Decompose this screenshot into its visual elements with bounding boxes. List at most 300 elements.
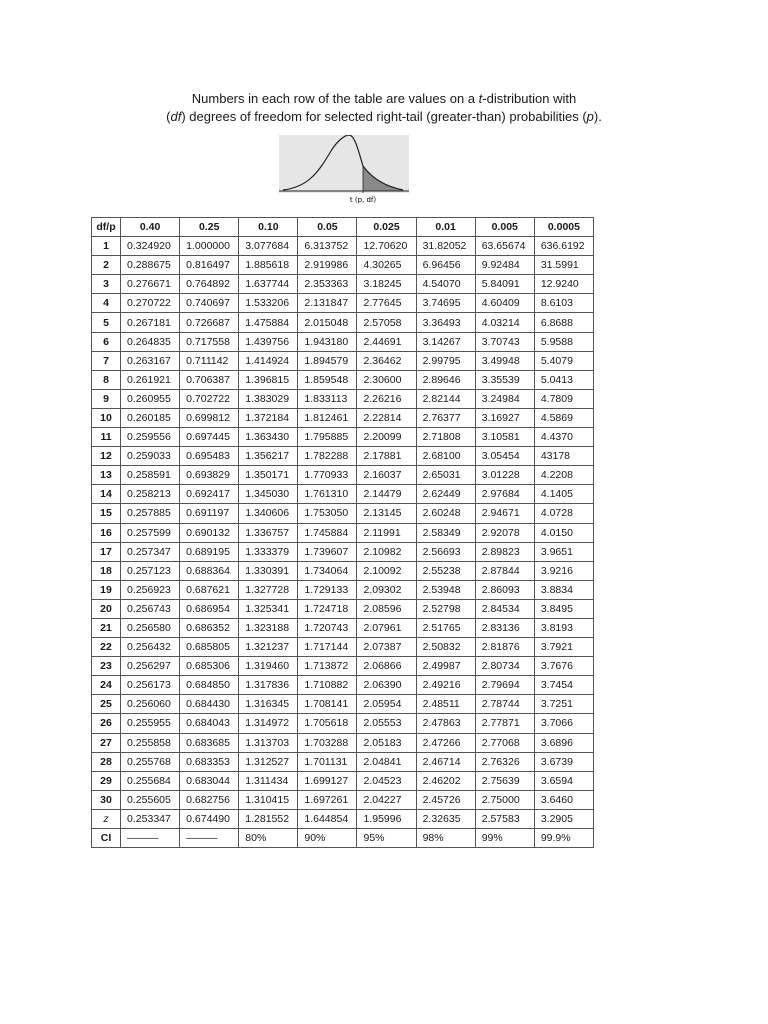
- table-cell: 2.919986: [298, 256, 357, 275]
- caption-text: -distribution with: [482, 91, 577, 106]
- table-row: [92, 332, 594, 351]
- table-cell: 1.859548: [298, 370, 357, 389]
- t-distribution-table: [91, 217, 594, 848]
- table-cell: 5.0413: [534, 370, 593, 389]
- table-cell: 2.07387: [357, 638, 416, 657]
- table-cell: 2.77068: [475, 733, 534, 752]
- table-cell: 2.36462: [357, 351, 416, 370]
- row-label: 23: [92, 657, 121, 676]
- table-cell: 4.7809: [534, 389, 593, 408]
- table-cell: 2.06866: [357, 657, 416, 676]
- table-cell: 1.697261: [298, 790, 357, 809]
- table-cell: 1.701131: [298, 752, 357, 771]
- row-label: 16: [92, 523, 121, 542]
- table-cell: 2.22814: [357, 408, 416, 427]
- table-row: [92, 599, 594, 618]
- table-cell: 3.7921: [534, 638, 593, 657]
- table-cell: 43178: [534, 447, 593, 466]
- row-label: 11: [92, 428, 121, 447]
- table-cell: 0.255858: [121, 733, 180, 752]
- table-cell: 2.87844: [475, 561, 534, 580]
- table-cell: 2.32635: [416, 809, 475, 828]
- table-cell: 5.4079: [534, 351, 593, 370]
- table-cell: 3.35539: [475, 370, 534, 389]
- table-cell: 0.683685: [180, 733, 239, 752]
- table-cell: 0.684430: [180, 695, 239, 714]
- table-cell: 2.81876: [475, 638, 534, 657]
- table-cell: 2.131847: [298, 294, 357, 313]
- row-label: 30: [92, 790, 121, 809]
- table-cell: 1.372184: [239, 408, 298, 427]
- table-cell: 3.49948: [475, 351, 534, 370]
- table-cell: 2.47266: [416, 733, 475, 752]
- table-cell: 2.57058: [357, 313, 416, 332]
- table-cell: 1.894579: [298, 351, 357, 370]
- table-cell: 4.03214: [475, 313, 534, 332]
- table-cell: 1.812461: [298, 408, 357, 427]
- table-cell: 6.8688: [534, 313, 593, 332]
- table-cell: 1.396815: [239, 370, 298, 389]
- table-cell: 1.321237: [239, 638, 298, 657]
- table-cell: 2.57583: [475, 809, 534, 828]
- table-cell: 2.04523: [357, 771, 416, 790]
- table-cell: 1.327728: [239, 580, 298, 599]
- critical-value-label: t (p, df): [349, 196, 377, 204]
- table-cell: 0.697445: [180, 428, 239, 447]
- table-cell: 3.05454: [475, 447, 534, 466]
- header-prob: 0.0005: [534, 218, 593, 237]
- table-cell: 1.705618: [298, 714, 357, 733]
- table-cell: 1.314972: [239, 714, 298, 733]
- table-cell: 0.689195: [180, 542, 239, 561]
- table-cell: 0.674490: [180, 809, 239, 828]
- table-cell: 0.257347: [121, 542, 180, 561]
- table-cell: 0.256923: [121, 580, 180, 599]
- table-cell: 3.7251: [534, 695, 593, 714]
- table-cell: 2.05553: [357, 714, 416, 733]
- table-cell: 3.01228: [475, 466, 534, 485]
- table-cell: 1.317836: [239, 676, 298, 695]
- table-cell: 0.684850: [180, 676, 239, 695]
- table-cell: 2.83136: [475, 618, 534, 637]
- table-cell: 2.04227: [357, 790, 416, 809]
- row-label: 20: [92, 599, 121, 618]
- table-cell: 2.46202: [416, 771, 475, 790]
- table-cell: 1.739607: [298, 542, 357, 561]
- table-cell: 2.82144: [416, 389, 475, 408]
- table-row: [92, 523, 594, 542]
- row-label: 1: [92, 237, 121, 256]
- table-cell: 4.1405: [534, 485, 593, 504]
- table-row: [92, 809, 594, 828]
- table-row: [92, 389, 594, 408]
- table-cell: 2.99795: [416, 351, 475, 370]
- table-cell: 1.637744: [239, 275, 298, 294]
- table-cell: 3.077684: [239, 237, 298, 256]
- table-cell: 2.30600: [357, 370, 416, 389]
- table-row: [92, 676, 594, 695]
- table-cell: 8.6103: [534, 294, 593, 313]
- table-cell: 12.70620: [357, 237, 416, 256]
- table-cell: 3.24984: [475, 389, 534, 408]
- table-row: [92, 657, 594, 676]
- table-cell: 9.92484: [475, 256, 534, 275]
- table-cell: 4.2208: [534, 466, 593, 485]
- table-cell: 0.257123: [121, 561, 180, 580]
- table-cell: 0.255955: [121, 714, 180, 733]
- table-cell: 2.68100: [416, 447, 475, 466]
- header-prob: 0.40: [121, 218, 180, 237]
- table-cell: 2.08596: [357, 599, 416, 618]
- table-cell: 0.691197: [180, 504, 239, 523]
- table-cell: 2.06390: [357, 676, 416, 695]
- table-cell: 0.259556: [121, 428, 180, 447]
- table-cell: 95%: [357, 829, 416, 848]
- table-cell: 1.350171: [239, 466, 298, 485]
- table-cell: 3.18245: [357, 275, 416, 294]
- table-cell: 2.77645: [357, 294, 416, 313]
- table-row: [92, 485, 594, 504]
- row-label: 14: [92, 485, 121, 504]
- table-header-row: [92, 218, 594, 237]
- table-cell: 2.75000: [475, 790, 534, 809]
- table-cell: 1.708141: [298, 695, 357, 714]
- row-label: 22: [92, 638, 121, 657]
- row-label: 5: [92, 313, 121, 332]
- table-cell: 1.782288: [298, 447, 357, 466]
- table-cell: 1.475884: [239, 313, 298, 332]
- table-cell: 1.95996: [357, 809, 416, 828]
- table-cell: 2.97684: [475, 485, 534, 504]
- header-prob: 0.01: [416, 218, 475, 237]
- table-cell: 0.717558: [180, 332, 239, 351]
- caption-text: (: [166, 109, 171, 124]
- t-distribution-figure: [279, 135, 409, 205]
- table-cell: 0.256432: [121, 638, 180, 657]
- table-cell: 2.20099: [357, 428, 416, 447]
- caption-t-italic: t: [478, 91, 483, 106]
- row-label: 2: [92, 256, 121, 275]
- table-cell: 0.257599: [121, 523, 180, 542]
- table-cell: 3.10581: [475, 428, 534, 447]
- table-row: [92, 638, 594, 657]
- table-cell: 31.82052: [416, 237, 475, 256]
- table-cell: 2.11991: [357, 523, 416, 542]
- row-label: 28: [92, 752, 121, 771]
- caption-text: ).: [593, 109, 602, 124]
- table-cell: 1.833113: [298, 389, 357, 408]
- caption-p-italic: p: [586, 109, 594, 124]
- table-cell: 1.330391: [239, 561, 298, 580]
- table-cell: ———: [180, 829, 239, 848]
- table-cell: 3.8193: [534, 618, 593, 637]
- table-cell: 1.439756: [239, 332, 298, 351]
- table-cell: 0.263167: [121, 351, 180, 370]
- row-label: 26: [92, 714, 121, 733]
- table-cell: 0.260185: [121, 408, 180, 427]
- table-cell: 3.2905: [534, 809, 593, 828]
- table-cell: 1.281552: [239, 809, 298, 828]
- table-cell: 2.76326: [475, 752, 534, 771]
- table-cell: 1.340606: [239, 504, 298, 523]
- table-cell: 5.84091: [475, 275, 534, 294]
- table-cell: 1.734064: [298, 561, 357, 580]
- table-cell: 2.015048: [298, 313, 357, 332]
- table-cell: 2.10982: [357, 542, 416, 561]
- table-cell: 0.692417: [180, 485, 239, 504]
- table-cell: 2.92078: [475, 523, 534, 542]
- table-cell: 0.686352: [180, 618, 239, 637]
- table-cell: 99%: [475, 829, 534, 848]
- table-cell: 0.256060: [121, 695, 180, 714]
- table-cell: 63.65674: [475, 237, 534, 256]
- table-cell: 1.753050: [298, 504, 357, 523]
- table-cell: 1.717144: [298, 638, 357, 657]
- table-cell: 1.710882: [298, 676, 357, 695]
- row-label: 15: [92, 504, 121, 523]
- table-cell: 0.258213: [121, 485, 180, 504]
- table-cell: 4.5869: [534, 408, 593, 427]
- table-cell: 2.89646: [416, 370, 475, 389]
- table-cell: 31.5991: [534, 256, 593, 275]
- table-cell: 1.383029: [239, 389, 298, 408]
- table-caption: [120, 90, 648, 126]
- table-cell: 0.693829: [180, 466, 239, 485]
- row-label: 6: [92, 332, 121, 351]
- row-label: 13: [92, 466, 121, 485]
- caption-text: ) degrees of freedom for selected right-tail (greater-than) probabilities (: [181, 109, 587, 124]
- table-cell: 2.44691: [357, 332, 416, 351]
- table-cell: 4.54070: [416, 275, 475, 294]
- table-cell: 2.46714: [416, 752, 475, 771]
- table-cell: 4.30265: [357, 256, 416, 275]
- table-cell: 2.56693: [416, 542, 475, 561]
- table-cell: 3.7676: [534, 657, 593, 676]
- table-cell: 3.9651: [534, 542, 593, 561]
- table-row: [92, 447, 594, 466]
- table-cell: 1.770933: [298, 466, 357, 485]
- table-cell: 1.720743: [298, 618, 357, 637]
- row-label: 3: [92, 275, 121, 294]
- table-cell: 2.51765: [416, 618, 475, 637]
- table-cell: 636.6192: [534, 237, 593, 256]
- table-cell: 0.324920: [121, 237, 180, 256]
- table-row: [92, 733, 594, 752]
- table-cell: 1.319460: [239, 657, 298, 676]
- row-label: 19: [92, 580, 121, 599]
- table-cell: 1.323188: [239, 618, 298, 637]
- table-cell: 0.276671: [121, 275, 180, 294]
- table-cell: 0.264835: [121, 332, 180, 351]
- table-cell: 1.345030: [239, 485, 298, 504]
- row-label: 21: [92, 618, 121, 637]
- table-cell: 6.96456: [416, 256, 475, 275]
- table-cell: 0.257885: [121, 504, 180, 523]
- table-cell: 3.6739: [534, 752, 593, 771]
- table-cell: 2.62449: [416, 485, 475, 504]
- row-label: 17: [92, 542, 121, 561]
- table-cell: 1.312527: [239, 752, 298, 771]
- table-cell: 1.310415: [239, 790, 298, 809]
- table-row: [92, 313, 594, 332]
- table-row: [92, 752, 594, 771]
- table-cell: 2.10092: [357, 561, 416, 580]
- table-cell: 2.71808: [416, 428, 475, 447]
- table-cell: 2.45726: [416, 790, 475, 809]
- header-prob: 0.25: [180, 218, 239, 237]
- table-cell: 1.699127: [298, 771, 357, 790]
- table-cell: 0.260955: [121, 389, 180, 408]
- table-cell: 0.255768: [121, 752, 180, 771]
- table-cell: 4.0150: [534, 523, 593, 542]
- table-cell: 1.729133: [298, 580, 357, 599]
- table-cell: 0.267181: [121, 313, 180, 332]
- table-cell: 3.6594: [534, 771, 593, 790]
- table-cell: 0.685805: [180, 638, 239, 657]
- table-cell: 3.14267: [416, 332, 475, 351]
- table-cell: 1.311434: [239, 771, 298, 790]
- table-cell: 2.09302: [357, 580, 416, 599]
- table-row: [92, 504, 594, 523]
- table-cell: 0.258591: [121, 466, 180, 485]
- header-prob: 0.05: [298, 218, 357, 237]
- table-cell: 1.325341: [239, 599, 298, 618]
- table-cell: 3.16927: [475, 408, 534, 427]
- caption-df-italic: df: [170, 109, 182, 124]
- table-row: [92, 790, 594, 809]
- table-cell: 3.8834: [534, 580, 593, 599]
- table-cell: 2.94671: [475, 504, 534, 523]
- table-cell: 2.89823: [475, 542, 534, 561]
- table-cell: 90%: [298, 829, 357, 848]
- table-row: [92, 714, 594, 733]
- table-cell: 2.77871: [475, 714, 534, 733]
- table-cell: 2.26216: [357, 389, 416, 408]
- table-cell: 0.688364: [180, 561, 239, 580]
- table-cell: 2.78744: [475, 695, 534, 714]
- table-cell: 1.795885: [298, 428, 357, 447]
- table-cell: 3.7066: [534, 714, 593, 733]
- table-cell: 2.84534: [475, 599, 534, 618]
- table-cell: 1.313703: [239, 733, 298, 752]
- table-cell: 1.745884: [298, 523, 357, 542]
- table-cell: 0.256173: [121, 676, 180, 695]
- caption-line-2: [120, 108, 648, 126]
- table-cell: 1.363430: [239, 428, 298, 447]
- table-cell: 2.05954: [357, 695, 416, 714]
- table-cell: 0.690132: [180, 523, 239, 542]
- table-row: [92, 351, 594, 370]
- table-row: [92, 275, 594, 294]
- table-cell: 4.60409: [475, 294, 534, 313]
- caption-text: Numbers in each row of the table are values on a: [191, 91, 479, 106]
- table-cell: 0.699812: [180, 408, 239, 427]
- table-cell: 1.943180: [298, 332, 357, 351]
- table-cell: 2.13145: [357, 504, 416, 523]
- table-cell: 1.703288: [298, 733, 357, 752]
- header-df-p: df/p: [92, 218, 121, 237]
- table-row: [92, 618, 594, 637]
- caption-line-1: [120, 90, 648, 108]
- table-cell: 2.86093: [475, 580, 534, 599]
- row-label: z: [92, 809, 121, 828]
- table-cell: 2.58349: [416, 523, 475, 542]
- table-cell: 2.75639: [475, 771, 534, 790]
- table-cell: 2.04841: [357, 752, 416, 771]
- row-label: CI: [92, 829, 121, 848]
- header-prob: 0.005: [475, 218, 534, 237]
- table-cell: 5.9588: [534, 332, 593, 351]
- table-cell: 4.4370: [534, 428, 593, 447]
- table-cell: 0.256297: [121, 657, 180, 676]
- table-cell: 0.683044: [180, 771, 239, 790]
- table-cell: 1.761310: [298, 485, 357, 504]
- table-cell: 1.885618: [239, 256, 298, 275]
- table-cell: 2.50832: [416, 638, 475, 657]
- table-row: [92, 580, 594, 599]
- table-cell: 3.6896: [534, 733, 593, 752]
- table-cell: 3.6460: [534, 790, 593, 809]
- table-cell: 2.14479: [357, 485, 416, 504]
- table-cell: 0.816497: [180, 256, 239, 275]
- table-cell: 2.17881: [357, 447, 416, 466]
- table-cell: 1.713872: [298, 657, 357, 676]
- table-cell: 3.36493: [416, 313, 475, 332]
- table-row: [92, 561, 594, 580]
- table-cell: 0.685306: [180, 657, 239, 676]
- row-label: 27: [92, 733, 121, 752]
- table-cell: 0.687621: [180, 580, 239, 599]
- table-cell: 2.353363: [298, 275, 357, 294]
- table-cell: 1.000000: [180, 237, 239, 256]
- table-cell: 0.253347: [121, 809, 180, 828]
- row-label: 7: [92, 351, 121, 370]
- table-cell: 0.682756: [180, 790, 239, 809]
- table-row: [92, 237, 594, 256]
- table-cell: 2.52798: [416, 599, 475, 618]
- row-label: 29: [92, 771, 121, 790]
- table-cell: 2.53948: [416, 580, 475, 599]
- row-label: 18: [92, 561, 121, 580]
- table-cell: 0.261921: [121, 370, 180, 389]
- table-cell: 1.316345: [239, 695, 298, 714]
- table-cell: 2.47863: [416, 714, 475, 733]
- table-cell: 2.05183: [357, 733, 416, 752]
- table-cell: 2.48511: [416, 695, 475, 714]
- table-cell: 2.55238: [416, 561, 475, 580]
- table-cell: 0.686954: [180, 599, 239, 618]
- table-cell: 12.9240: [534, 275, 593, 294]
- table-row: [92, 408, 594, 427]
- table-cell: 2.76377: [416, 408, 475, 427]
- table-row: [92, 294, 594, 313]
- table-cell: 0.764892: [180, 275, 239, 294]
- table-cell: 0.256743: [121, 599, 180, 618]
- table-cell: 0.255605: [121, 790, 180, 809]
- table-cell: 2.07961: [357, 618, 416, 637]
- table-cell: 1.533206: [239, 294, 298, 313]
- table-cell: 0.256580: [121, 618, 180, 637]
- table-cell: 2.80734: [475, 657, 534, 676]
- table-row: [92, 370, 594, 389]
- table-cell: 2.49987: [416, 657, 475, 676]
- table-cell: 80%: [239, 829, 298, 848]
- table-cell: 0.706387: [180, 370, 239, 389]
- table-cell: ———: [121, 829, 180, 848]
- table-cell: 1.336757: [239, 523, 298, 542]
- table-cell: 0.255684: [121, 771, 180, 790]
- table-cell: 2.16037: [357, 466, 416, 485]
